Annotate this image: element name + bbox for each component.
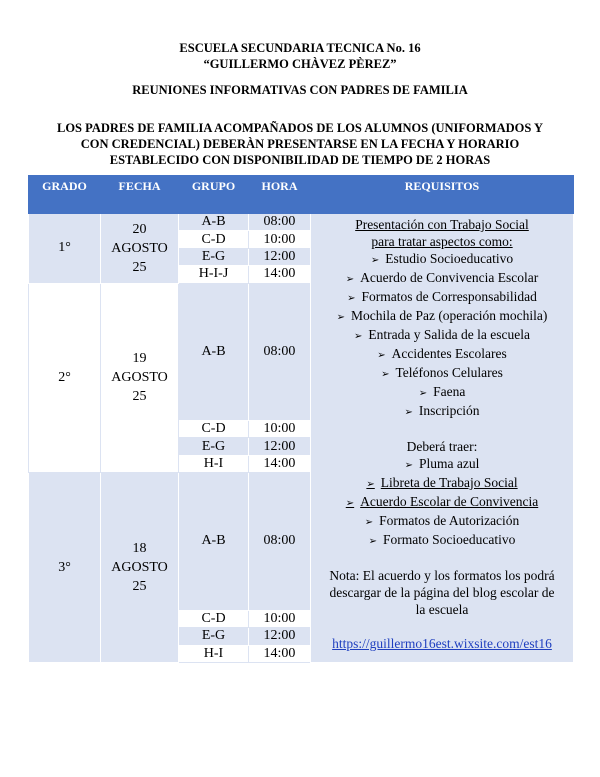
col-header-grado: GRADO xyxy=(29,176,101,214)
fecha-cell xyxy=(101,283,179,473)
table-row xyxy=(29,214,574,231)
hora-cell: 08:00 xyxy=(249,473,311,611)
list-item: ➢ Faena xyxy=(311,383,573,402)
grado-cell: 3° xyxy=(29,473,101,663)
list-item: ➢ Libreta de Trabajo Social xyxy=(311,474,573,493)
bring-title: Deberá traer: xyxy=(406,439,478,454)
list-item: ➢ Formato Socioeducativo xyxy=(311,531,573,550)
hora-cell: 10:00 xyxy=(249,610,311,627)
hora-cell: 12:00 xyxy=(249,438,311,455)
hora-cell: 12:00 xyxy=(249,248,311,265)
fecha-cell xyxy=(101,473,179,663)
col-header-requisitos: REQUISITOS xyxy=(311,176,574,214)
list-item: ➢ Accidentes Escolares xyxy=(311,345,573,364)
hora-cell: 08:00 xyxy=(249,283,311,421)
fecha-month: AGOSTO xyxy=(111,370,168,386)
col-header-fecha: FECHA xyxy=(101,176,179,214)
grupo-cell: C-D xyxy=(179,421,249,438)
list-item: ➢ Formatos de Corresponsabilidad xyxy=(311,288,573,307)
notice-line: LOS PADRES DE FAMILIA ACOMPAÑADOS DE LOS ALUMNOS (UNIFORMADOS Y xyxy=(56,121,544,135)
grupo-cell: H-I-J xyxy=(179,266,249,283)
list-item: ➢ Entrada y Salida de la escuela xyxy=(311,326,573,345)
grupo-cell: A-B xyxy=(179,283,249,421)
requisitos-intro: Presentación con Trabajo Social xyxy=(355,217,529,232)
grado-cell: 2° xyxy=(29,283,101,473)
school-header xyxy=(0,40,600,72)
grupo-cell: H-I xyxy=(179,455,249,472)
list-item: ➢ Teléfonos Celulares xyxy=(311,364,573,383)
hora-cell: 14:00 xyxy=(249,455,311,472)
note-line: la escuela xyxy=(415,602,469,617)
grupo-cell: A-B xyxy=(179,473,249,611)
school-honoree-line: “GUILLERMO CHÀVEZ PÈREZ” xyxy=(203,57,397,71)
fecha-day: 19 xyxy=(132,351,147,367)
list-item: ➢ Formatos de Autorización xyxy=(311,512,573,531)
fecha-month: AGOSTO xyxy=(111,560,168,576)
grupo-cell: C-D xyxy=(179,231,249,248)
grupo-cell: E-G xyxy=(179,628,249,645)
notice-line: ESTABLECIDO CON DISPONIBILIDAD DE TIEMPO DE 2 HORAS xyxy=(109,153,491,167)
list-item: ➢ Estudio Socioeducativo xyxy=(311,250,573,269)
hora-cell: 14:00 xyxy=(249,266,311,283)
col-header-hora: HORA xyxy=(249,176,311,214)
grupo-cell: C-D xyxy=(179,610,249,627)
fecha-year: 25 xyxy=(132,389,147,405)
meetings-title: REUNIONES INFORMATIVAS CON PADRES DE FAMILIA xyxy=(132,83,468,97)
fecha-year: 25 xyxy=(132,579,147,595)
table-header-row xyxy=(29,176,574,214)
blog-link[interactable]: https://guillermo16est.wixsite.com/est16 xyxy=(332,636,552,651)
grupo-cell: A-B xyxy=(179,214,249,231)
hora-cell: 14:00 xyxy=(249,645,311,663)
fecha-cell xyxy=(101,214,179,284)
fecha-day: 20 xyxy=(132,221,147,237)
hora-cell: 10:00 xyxy=(249,421,311,438)
list-item: ➢ Mochila de Paz (operación mochila) xyxy=(311,307,573,326)
list-item: ➢ Acuerdo de Convivencia Escolar xyxy=(311,269,573,288)
list-item: ➢ Pluma azul xyxy=(311,455,573,474)
grupo-cell: E-G xyxy=(179,248,249,265)
note-line: descargar de la página del blog escolar de xyxy=(329,585,555,600)
note-line: Nota: El acuerdo y los formatos los podrá xyxy=(329,568,555,583)
schedule-table xyxy=(28,175,574,663)
fecha-month: AGOSTO xyxy=(111,240,168,256)
requisitos-cell xyxy=(311,214,574,663)
hora-cell: 12:00 xyxy=(249,628,311,645)
requisitos-intro: para tratar aspectos como: xyxy=(371,234,513,249)
notice-line: CON CREDENCIAL) DEBERÀN PRESENTARSE EN LA FECHA Y HORARIO xyxy=(80,137,520,151)
list-item: ➢ Inscripción xyxy=(311,402,573,421)
hora-cell: 08:00 xyxy=(249,214,311,231)
hora-cell: 10:00 xyxy=(249,231,311,248)
fecha-day: 18 xyxy=(132,541,147,557)
grupo-cell: H-I xyxy=(179,645,249,663)
notice-text xyxy=(0,120,600,168)
fecha-year: 25 xyxy=(132,259,147,275)
list-item: ➢ Acuerdo Escolar de Convivencia xyxy=(311,493,573,512)
grado-cell: 1° xyxy=(29,214,101,284)
col-header-grupo: GRUPO xyxy=(179,176,249,214)
school-name-line: ESCUELA SECUNDARIA TECNICA No. 16 xyxy=(179,41,421,55)
grupo-cell: E-G xyxy=(179,438,249,455)
